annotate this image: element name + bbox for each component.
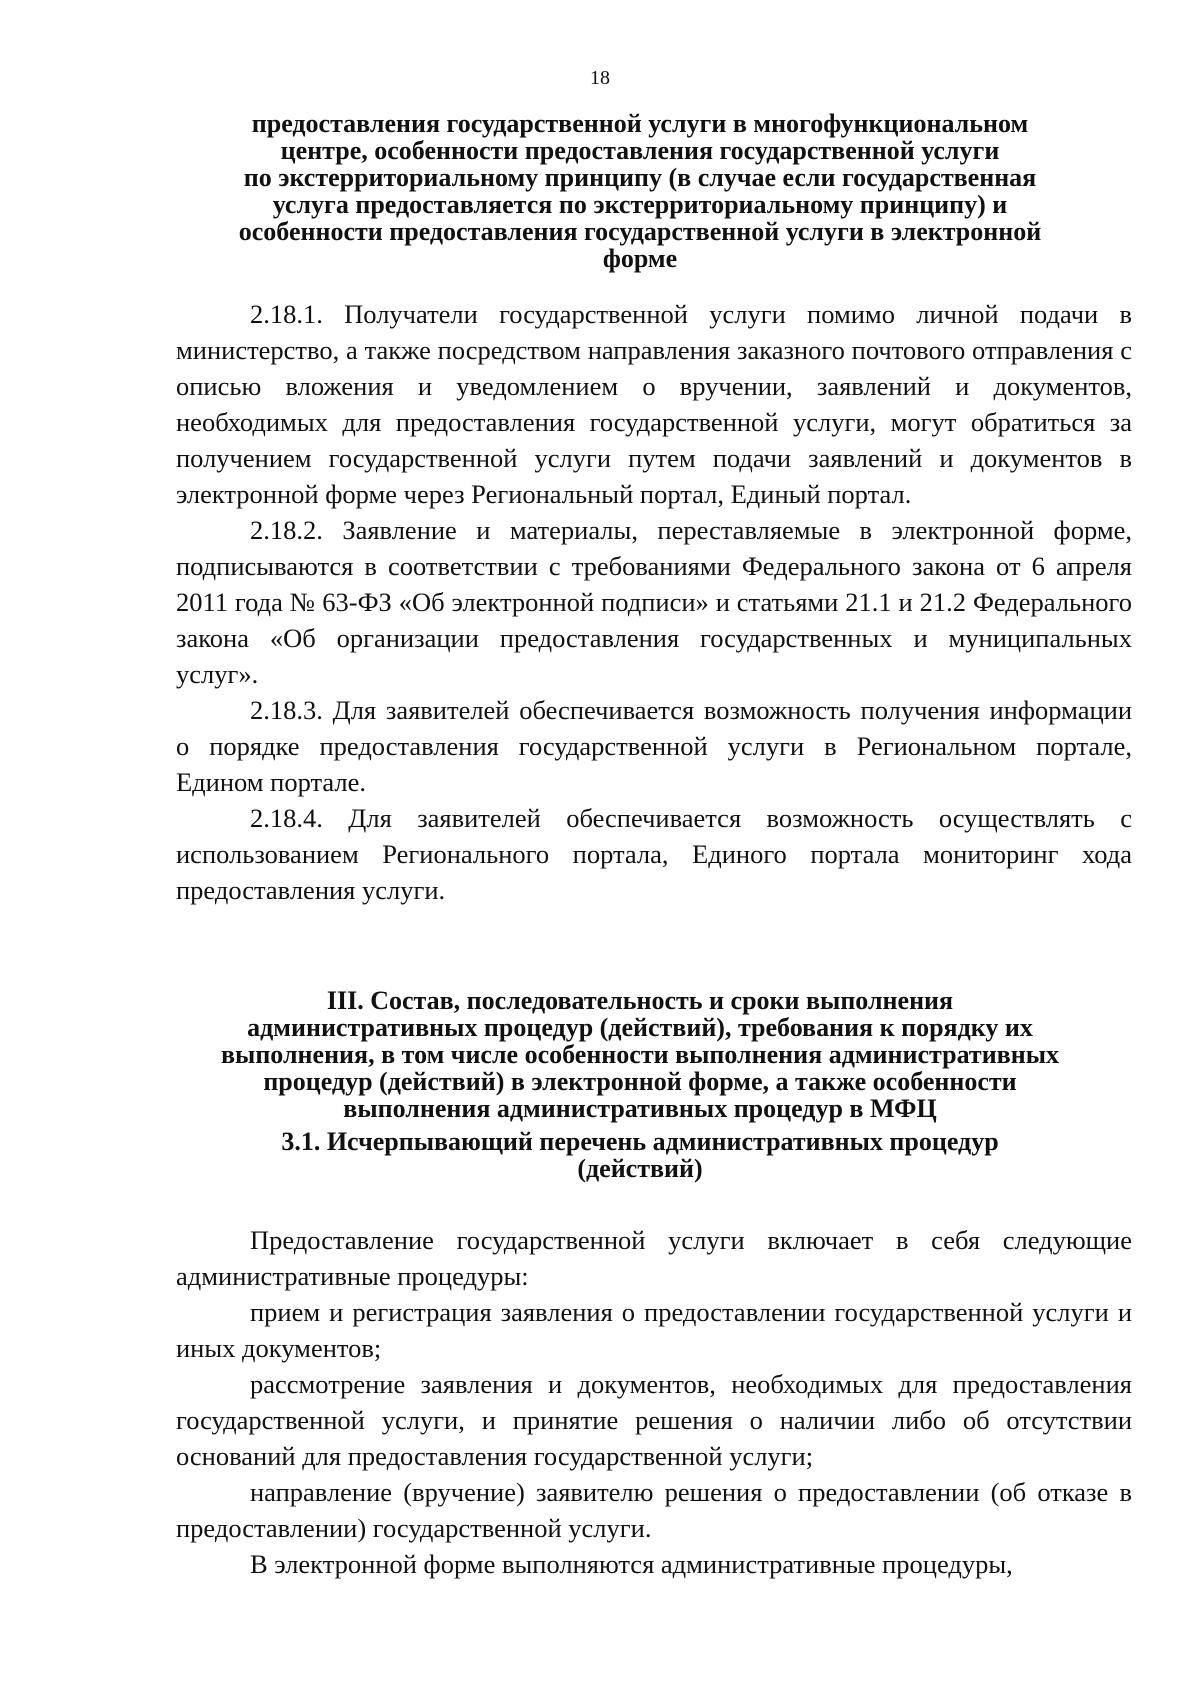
heading-line: предоставления государственной услуги в многофункциональном bbox=[251, 109, 1029, 138]
heading-section-2-18 bbox=[180, 110, 1100, 272]
heading-line: (действий) bbox=[577, 1154, 703, 1183]
section-3-1-body bbox=[176, 1222, 1132, 1582]
heading-line: процедур (действий) в электронной форме, а также особенности bbox=[263, 1067, 1017, 1096]
procedure-item: направление (вручение) заявителю решения о предоставлении (об отказе в предоставлении) государственной услуги. bbox=[176, 1477, 1132, 1543]
heading-line: по экстерриториальному принципу (в случае если государственная bbox=[243, 163, 1037, 192]
heading-line: форме bbox=[602, 244, 678, 273]
section-2-18-body bbox=[176, 296, 1132, 908]
heading-line: выполнения административных процедур в МФЦ bbox=[343, 1094, 937, 1123]
paragraph-intro: Предоставление государственной услуги включает в себя следующие административные процедуры: bbox=[176, 1225, 1132, 1291]
heading-line: административных процедур (действий), требования к порядку их bbox=[247, 1013, 1033, 1042]
heading-line: III. Состав, последовательность и сроки выполнения bbox=[326, 986, 954, 1015]
paragraph-electronic: В электронной форме выполняются административные процедуры, bbox=[250, 1549, 1013, 1579]
paragraph-2-18-4: 2.18.4. Для заявителей обеспечивается возможность осуществлять с использованием Регионального портала, Единого портала мониторинг хода предоставления услуги. bbox=[176, 803, 1132, 905]
heading-subsection-3-1 bbox=[180, 1128, 1100, 1182]
page-number: 18 bbox=[590, 67, 610, 89]
paragraph-2-18-2: 2.18.2. Заявление и материалы, переставляемые в электронной форме, подписываются в соответствии с требованиями Федерального закона от 6 апреля 2011 года № 63-ФЗ «Об электронной подписи» и статьями 21.1 и 21.2 Федерального закона «Об организации предоставления государственных и муниципальных услуг». bbox=[176, 515, 1132, 689]
paragraph-2-18-1: 2.18.1. Получатели государственной услуги помимо личной подачи в министерство, а также посредством направления заказного почтового отправления с описью вложения и уведомлением о вручении, заявлений и документов, необходимых для предоставления государственной услуги, могут обратиться за получением государственной услуги путем подачи заявлений и документов в электронной форме через Региональный портал, Единый портал. bbox=[176, 299, 1132, 509]
heading-section-3 bbox=[180, 987, 1100, 1122]
paragraph-2-18-3: 2.18.3. Для заявителей обеспечивается возможность получения информации о порядке предоставления государственной услуги в Региональном портале, Едином портале. bbox=[176, 695, 1132, 797]
heading-line: выполнения, в том числе особенности выполнения административных bbox=[220, 1040, 1059, 1069]
heading-line: центре, особенности предоставления государственной услуги bbox=[280, 136, 1000, 165]
heading-line: 3.1. Исчерпывающий перечень административных процедур bbox=[281, 1127, 999, 1156]
procedure-item: рассмотрение заявления и документов, необходимых для предоставления государственной услуги, и принятие решения о наличии либо об отсутствии оснований для предоставления государственной услуги; bbox=[176, 1369, 1132, 1471]
heading-line: особенности предоставления государственной услуги в электронной bbox=[238, 217, 1042, 246]
procedure-item: прием и регистрация заявления о предоставлении государственной услуги и иных документов; bbox=[176, 1297, 1132, 1363]
heading-line: услуга предоставляется по экстерриториальному принципу) и bbox=[272, 190, 1008, 219]
